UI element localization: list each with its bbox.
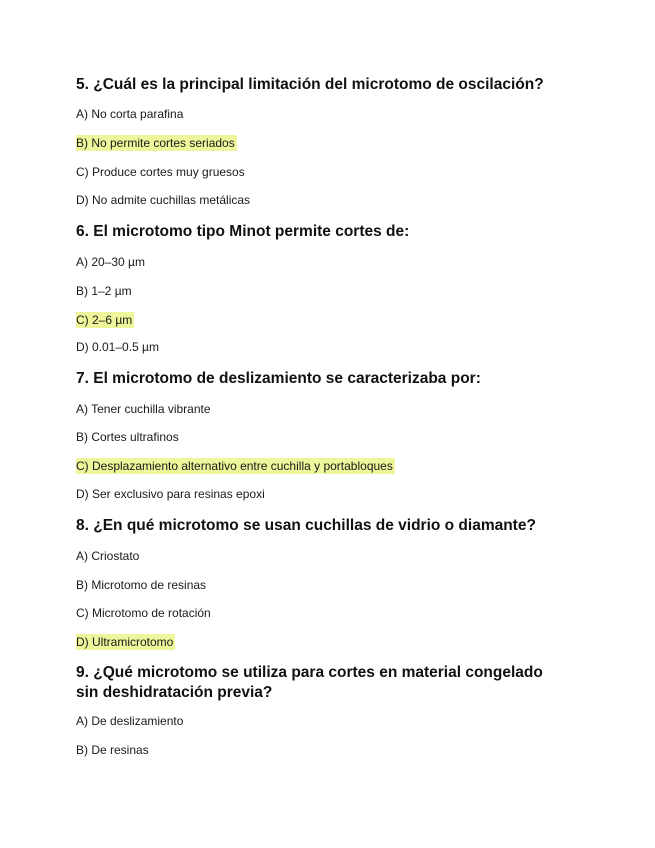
- question-9-option-b: B) De resinas: [76, 743, 149, 757]
- question-7-option-d: D) Ser exclusivo para resinas epoxi: [76, 487, 265, 501]
- question-8-option-b: B) Microtomo de resinas: [76, 578, 207, 592]
- question-6-option-c-highlighted: C) 2–6 µm: [76, 313, 133, 327]
- question-9-title: 9. ¿Qué microtomo se utiliza para cortes en material congelado sin deshidratación previa?: [76, 664, 543, 701]
- question-5-option-a: A) No corta parafina: [76, 107, 184, 121]
- question-8-option-c: C) Microtomo de rotación: [76, 606, 211, 620]
- question-8-option-d-highlighted: D) Ultramicrotomo: [76, 635, 174, 649]
- question-8-option-a: A) Criostato: [76, 549, 140, 563]
- question-7-option-c-highlighted: C) Desplazamiento alternativo entre cuchilla y portabloques: [76, 459, 393, 473]
- question-6-option-b: B) 1–2 µm: [76, 284, 132, 298]
- question-8-title: 8. ¿En qué microtomo se usan cuchillas de vidrio o diamante?: [76, 517, 536, 534]
- question-7-option-a: A) Tener cuchilla vibrante: [76, 402, 211, 416]
- question-6-option-d: D) 0.01–0.5 µm: [76, 340, 159, 354]
- question-5-option-d: D) No admite cuchillas metálicas: [76, 193, 251, 207]
- question-6-option-a: A) 20–30 µm: [76, 255, 145, 269]
- question-7-title: 7. El microtomo de deslizamiento se caracterizaba por:: [76, 370, 481, 387]
- question-5-title: 5. ¿Cuál es la principal limitación del microtomo de oscilación?: [76, 76, 544, 93]
- question-9-option-a: A) De deslizamiento: [76, 714, 184, 728]
- question-6-title: 6. El microtomo tipo Minot permite cortes de:: [76, 223, 410, 240]
- question-5-option-c: C) Produce cortes muy gruesos: [76, 165, 245, 179]
- question-7-option-b: B) Cortes ultrafinos: [76, 430, 179, 444]
- question-5-option-b-highlighted: B) No permite cortes seriados: [76, 136, 235, 150]
